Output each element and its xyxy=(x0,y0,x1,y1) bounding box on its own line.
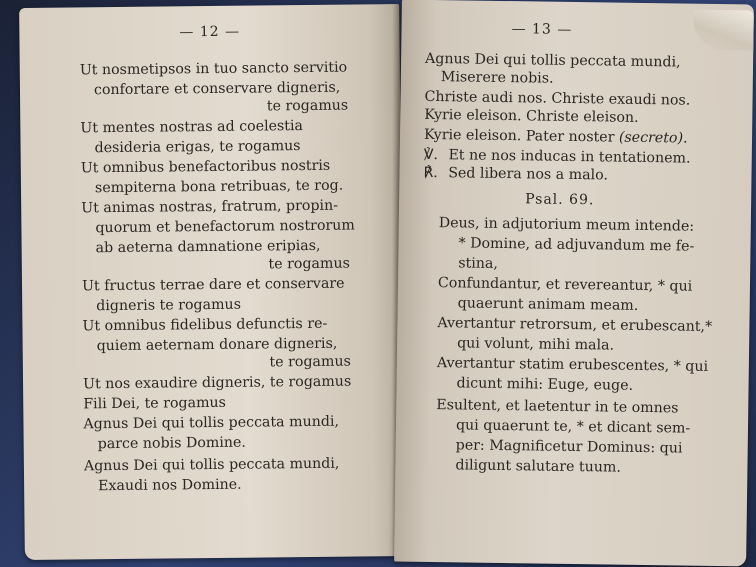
text-line: Ut animas nostras, fratrum, propin- xyxy=(81,197,339,217)
psalm-line: Esultent, et laetentur in te omnes xyxy=(436,397,679,417)
text-line: Agnus Dei qui tollis peccata mundi, xyxy=(425,50,681,71)
text-line: Ut mentes nostras ad coelestia xyxy=(80,118,304,137)
psalm-line: qui volunt, mihi mala. xyxy=(457,335,615,354)
text-line: Agnus Dei qui tollis peccata mundi, xyxy=(83,413,340,433)
text-line: desideria erigas, te rogamus xyxy=(94,138,301,157)
secreto-note: (secreto). xyxy=(618,129,688,147)
text-line: quorum et benefactorum nostrorum xyxy=(95,217,355,237)
psalm-line: dicunt mihi: Euge, euge. xyxy=(456,375,634,394)
psalm-line: stina, xyxy=(458,255,499,272)
text-line: Agnus Dei qui tollis peccata mundi, xyxy=(83,455,340,475)
psalm-line: quaerunt animam meam. xyxy=(457,295,639,314)
text-line: quiem aeternam donare digneris, xyxy=(96,335,338,355)
text-line: digneris te rogamus xyxy=(96,296,242,315)
text-line: Fili Dei, te rogamus xyxy=(83,394,226,413)
text-line xyxy=(424,126,688,148)
page-number: — 13 — xyxy=(511,21,573,38)
text-line: Kyrie eleison. Christe eleison. xyxy=(424,106,639,126)
text-segment: Kyrie eleison. Pater noster xyxy=(423,126,615,146)
text-line: Ut fructus terrae dare et conservare xyxy=(81,275,345,295)
text-line: Miserere nobis. xyxy=(440,69,554,87)
psalm-line: diligunt salutare tuum. xyxy=(455,457,622,476)
text-line: Christe audi nos. Christe exaudi nos. xyxy=(424,88,691,109)
psalm-line: * Domine, ad adjuvandum me fe- xyxy=(458,235,695,255)
text-line: Exaudi nos Domine. xyxy=(98,476,242,495)
psalm-line: qui quaerunt te, * et dicant sem- xyxy=(455,417,691,437)
psalm-line: Avertantur retrorsum, et erubescant,* xyxy=(437,315,713,335)
text-line: te rogamus xyxy=(268,255,350,273)
text-line: te rogamus xyxy=(269,353,351,371)
text-line: te rogamus xyxy=(266,97,349,115)
text-line: sempiterna bona retribuas, te rog. xyxy=(94,177,344,197)
text-line: confortare et conservare digneris, xyxy=(93,79,341,99)
response-mark: ℟. xyxy=(423,164,438,182)
left-page xyxy=(19,4,405,560)
text-line: parce nobis Domine. xyxy=(97,434,246,453)
page-corner-curl xyxy=(693,10,754,51)
psalm-line: Deus, in adjutorium meum intende: xyxy=(438,215,695,235)
psalm-line: Avertantur statim erubescentes, * qui xyxy=(436,355,709,375)
text-line: Ut nos exaudire digneris, te rogamus xyxy=(82,373,352,393)
text-line: Ut omnibus benefactoribus nostris xyxy=(80,157,331,177)
versicle-mark: ℣. xyxy=(423,146,439,164)
page-number: — 12 — xyxy=(179,23,241,41)
response-text: Sed libera nos a malo. xyxy=(448,165,609,184)
psalm-line: Confundantur, et revereantur, * qui xyxy=(437,275,693,295)
psalm-line: per: Magnificetur Dominus: qui xyxy=(455,437,683,457)
text-line: Ut nosmetipsos in tuo sancto servitio xyxy=(79,59,348,79)
text-line: Ut omnibus fidelibus defunctis re- xyxy=(82,315,328,335)
right-page xyxy=(394,0,754,566)
text-line: ab aeterna damnatione eripias, xyxy=(95,237,321,257)
psalm-heading: Psal. 69. xyxy=(525,191,595,209)
versicle-text: Et ne nos inducas in tentationem. xyxy=(448,147,691,167)
response-line xyxy=(423,164,608,185)
